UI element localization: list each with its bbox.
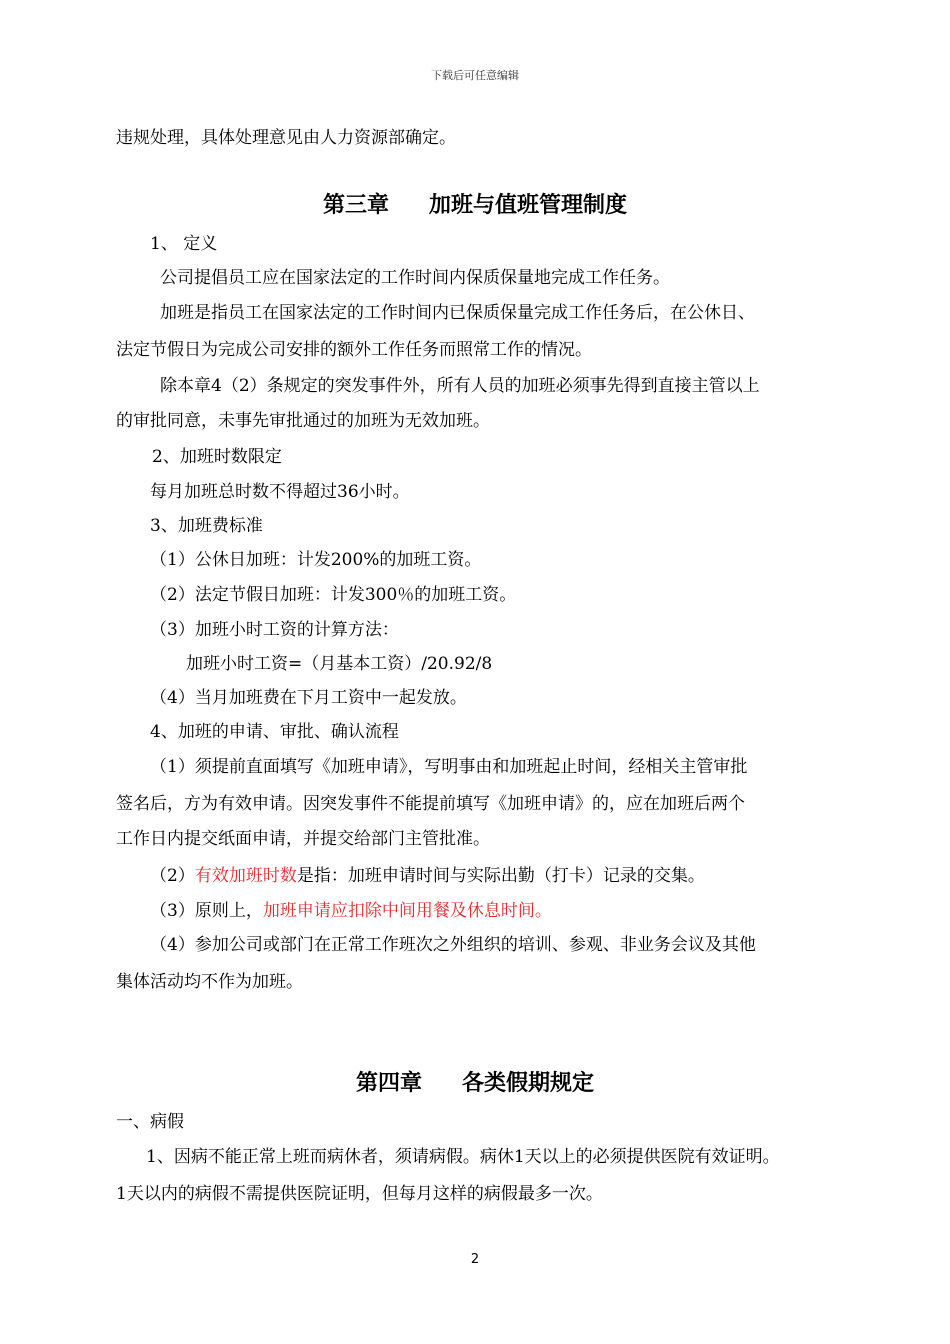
section1-paragraph-3-line-2: 的审批同意，未事先审批通过的加班为无效加班。: [116, 411, 490, 431]
section4-item-1-line-2: 签名后，方为有效申请。因突发事件不能提前填写《加班申请》的，应在加班后两个: [116, 794, 745, 814]
section4-title: 4、加班的申请、审批、确认流程: [150, 722, 399, 742]
section1-paragraph-2-line-2: 法定节假日为完成公司安排的额外工作任务而照常工作的情况。: [116, 340, 592, 360]
section1-paragraph-1: 公司提倡员工应在国家法定的工作时间内保质保量地完成工作任务。: [160, 268, 670, 288]
chapter4-title: 各类假期规定: [462, 1071, 595, 1096]
chapter3-heading: [0, 193, 950, 219]
section4-item-1-line-1: （1）须提前直面填写《加班申请》，写明事由和加班起止时间，经相关主管审批: [150, 757, 748, 777]
chapter3-title: 加班与值班管理制度: [429, 193, 628, 218]
section4-item-1-line-3: 工作日内提交纸面申请，并提交给部门主管批准。: [116, 829, 490, 849]
sick-leave-paragraph-line-2: 1天以内的病假不需提供医院证明，但每月这样的病假最多一次。: [116, 1184, 603, 1204]
section4-item-2: [150, 866, 705, 886]
section3-title: 3、加班费标准: [150, 516, 263, 536]
sick-leave-title: 一、病假: [116, 1112, 184, 1132]
section4-item-3-prefix: （3）原则上，: [150, 901, 263, 921]
section4-item-3-rest: 。: [534, 901, 552, 921]
sick-leave-paragraph-line-1: 1、因病不能正常上班而病休者，须请病假。病休1天以上的必须提供医院有效证明。: [146, 1147, 780, 1167]
page-header: 下载后可任意编辑: [431, 69, 519, 82]
section1-title: 1、 定义: [150, 234, 218, 254]
chapter4-number: 第四章: [355, 1071, 422, 1096]
chapter4-heading: [0, 1071, 950, 1097]
section1-paragraph-3-line-1: 除本章4（2）条规定的突发事件外，所有人员的加班必须事先得到直接主管以上: [160, 376, 760, 396]
chapter3-intro-line: 违规处理，具体处理意见由人力资源部确定。: [116, 128, 456, 148]
section4-item-3-highlight: 加班申请应扣除中间用餐及休息时间: [262, 901, 535, 921]
section2-paragraph: 每月加班总时数不得超过36小时。: [150, 482, 410, 502]
section4-item-4-line-2: 集体活动均不作为加班。: [116, 972, 303, 992]
section1-paragraph-2-line-1: 加班是指员工在国家法定的工作时间内已保质保量完成工作任务后，在公休日、: [160, 303, 755, 323]
chapter3-number: 第三章: [322, 193, 389, 218]
section3-item-4: （4）当月加班费在下月工资中一起发放。: [150, 688, 467, 708]
page-number: 2: [470, 1252, 480, 1267]
section4-item-3: [150, 901, 552, 921]
section2-title: 2、加班时数限定: [152, 447, 282, 467]
section4-item-2-rest: 是指：加班申请时间与实际出勤（打卡）记录的交集。: [296, 866, 705, 886]
section3-item-1: （1）公休日加班：计发200%的加班工资。: [150, 550, 482, 570]
section3-item-2: （2）法定节假日加班：计发300％的加班工资。: [150, 585, 517, 605]
section4-item-2-prefix: （2）: [150, 866, 195, 886]
section3-item-3: （3）加班小时工资的计算方法：: [150, 620, 399, 640]
section3-formula: 加班小时工资=（月基本工资）/20.92/8: [186, 654, 493, 674]
section4-item-4-line-1: （4）参加公司或部门在正常工作班次之外组织的培训、参观、非业务会议及其他: [150, 935, 756, 955]
section4-item-2-highlight: 有效加班时数: [194, 866, 297, 886]
